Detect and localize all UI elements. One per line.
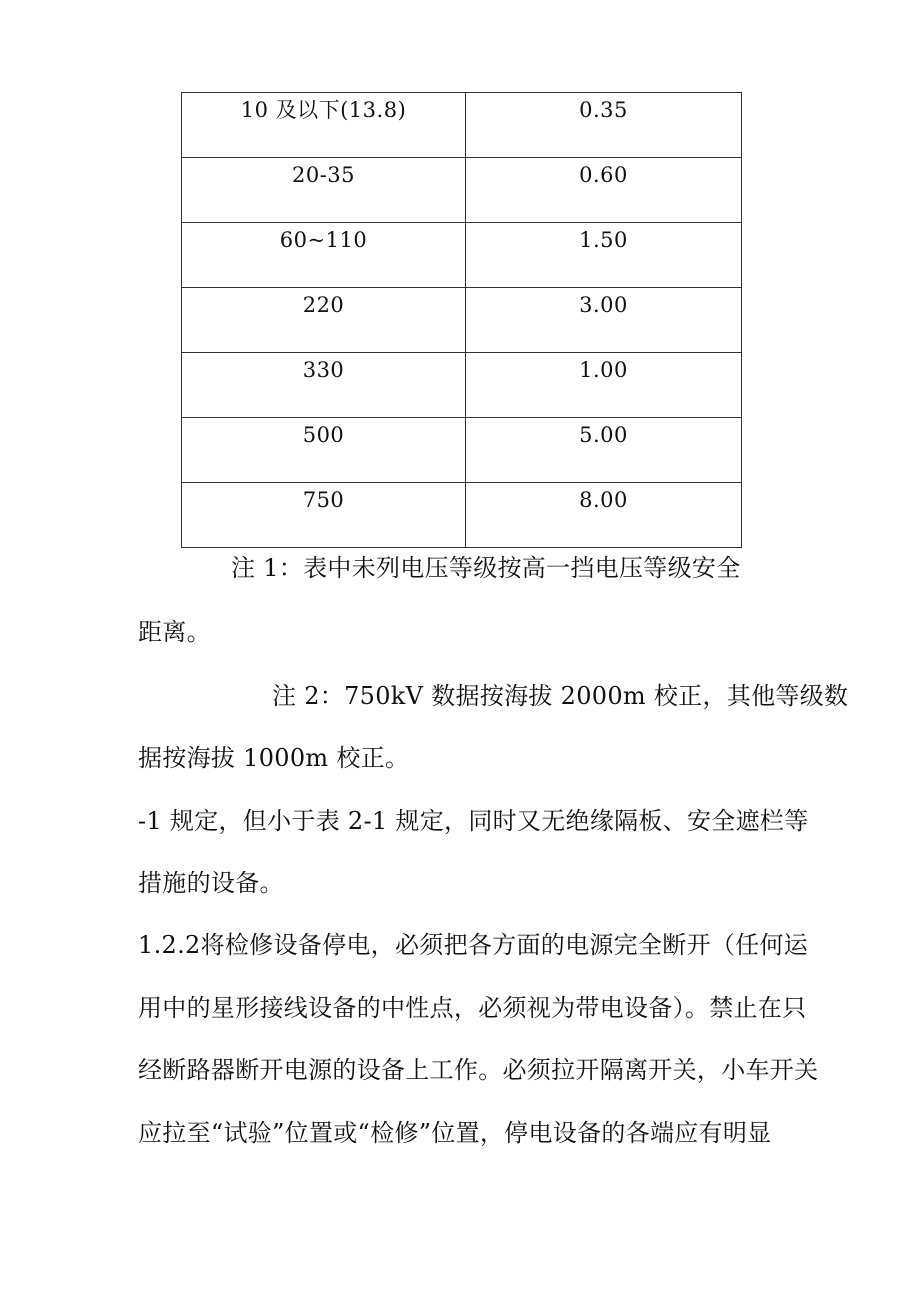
table-row [182, 223, 742, 288]
table-row [182, 353, 742, 418]
body-para2-line2: 用中的星形接线设备的中性点，必须视为带电设备）。禁止在只 [138, 994, 807, 1022]
voltage-text: 10 及以下(13.8) [240, 98, 407, 122]
distance-text: 8.00 [579, 488, 628, 512]
distance-text: 0.60 [579, 163, 628, 187]
distance-cell [466, 483, 742, 548]
note1-line1: 注 1：表中未列电压等级按高一挡电压等级安全 [231, 554, 741, 582]
table-row [182, 483, 742, 548]
voltage-cell [182, 223, 466, 288]
table-row [182, 418, 742, 483]
voltage-text: 750 [302, 488, 345, 512]
body-para2-line1: 1.2.2将检修设备停电，必须把各方面的电源完全断开（任何运 [138, 931, 809, 959]
table-row [182, 93, 742, 158]
body-para2-line4: 应拉至“试验”位置或“检修”位置，停电设备的各端应有明显 [138, 1119, 772, 1147]
note2-line2: 据按海拔 1000m 校正。 [138, 744, 410, 772]
distance-text: 0.35 [579, 98, 628, 122]
table-row [182, 158, 742, 223]
voltage-text: 330 [302, 358, 345, 382]
distance-text: 1.50 [579, 228, 628, 252]
voltage-cell [182, 483, 466, 548]
distance-text: 1.00 [579, 358, 628, 382]
distance-cell [466, 288, 742, 353]
distance-cell [466, 158, 742, 223]
distance-cell [466, 418, 742, 483]
note1-line2: 距离。 [138, 618, 211, 646]
voltage-cell [182, 158, 466, 223]
body-para1-line1: -1 规定，但小于表 2-1 规定，同时又无绝缘隔板、安全遮栏等 [138, 807, 809, 835]
body-para1-line2: 措施的设备。 [138, 869, 284, 897]
voltage-text: 20-35 [291, 163, 356, 187]
voltage-cell [182, 418, 466, 483]
voltage-cell [182, 353, 466, 418]
distance-cell [466, 353, 742, 418]
note2-line1: 注 2：750kV 数据按海拔 2000m 校正，其他等级数 [272, 682, 849, 710]
voltage-text: 220 [302, 293, 345, 317]
body-para2-line3: 经断路器断开电源的设备上工作。必须拉开隔离开关，小车开关 [138, 1056, 819, 1084]
voltage-text: 500 [302, 423, 345, 447]
voltage-cell [182, 288, 466, 353]
safety-distance-table [181, 92, 742, 548]
distance-cell [466, 223, 742, 288]
distance-text: 5.00 [579, 423, 628, 447]
voltage-text: 60~110 [279, 228, 368, 252]
table-row [182, 288, 742, 353]
distance-cell [466, 93, 742, 158]
voltage-cell [182, 93, 466, 158]
distance-text: 3.00 [579, 293, 628, 317]
